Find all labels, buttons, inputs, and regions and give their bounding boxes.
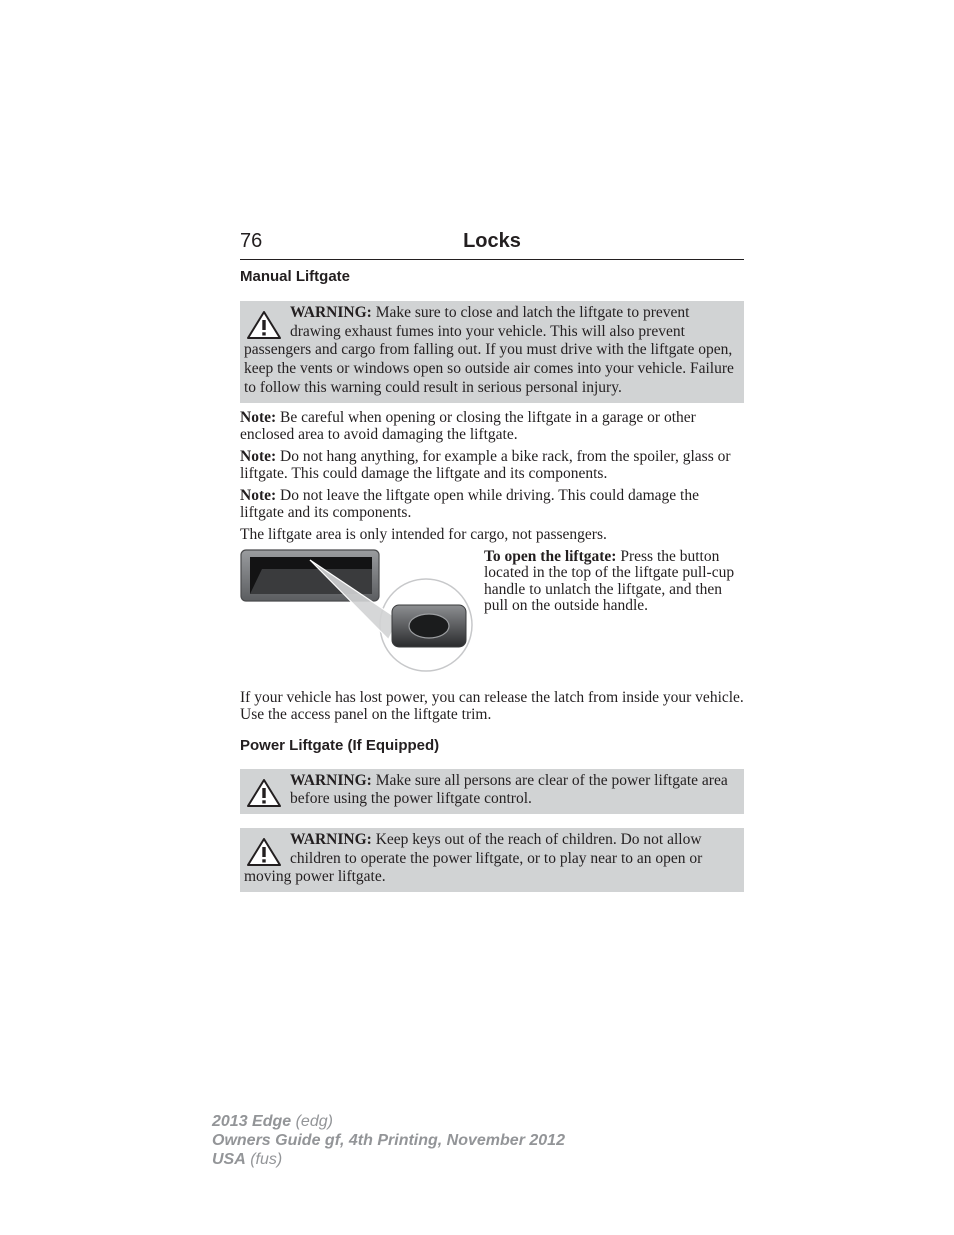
warning-text: Keep keys out of the reach of children. Do not allow children to operate the power liftgate, or to play near to an open or moving power liftgate. bbox=[244, 830, 703, 886]
chapter-title: Locks bbox=[463, 230, 521, 252]
warning-box-persons-clear bbox=[240, 769, 744, 814]
warning-label: WARNING: bbox=[290, 304, 372, 321]
manual-page bbox=[240, 228, 744, 892]
page-number: 76 bbox=[240, 230, 263, 252]
warning-triangle-icon bbox=[246, 837, 282, 867]
liftgate-handle-illustration bbox=[240, 549, 476, 675]
open-liftgate-instructions bbox=[484, 549, 746, 615]
warning-box-keys-children bbox=[240, 828, 744, 892]
note-text: Be careful when opening or closing the liftgate in a garage or other enclosed area to avoid damaging the liftgate. bbox=[240, 408, 696, 443]
warning-box-exhaust bbox=[240, 301, 744, 403]
instruction-text: Press the button located in the top of the liftgate pull-cup handle to unlatch the liftgate, and then pull on the outside handle. bbox=[484, 547, 735, 615]
footer-model-line bbox=[212, 1112, 565, 1131]
note-text: Do not hang anything, for example a bike rack, from the spoiler, glass or liftgate. This could damage the liftgate and its components. bbox=[240, 447, 731, 482]
page-footer bbox=[212, 1112, 565, 1169]
footer-region-code: (fus) bbox=[245, 1151, 283, 1168]
note-label: Note: bbox=[240, 447, 277, 465]
warning-label: WARNING: bbox=[290, 771, 372, 789]
warning-triangle-icon bbox=[246, 778, 282, 808]
footer-model-code: (edg) bbox=[291, 1113, 333, 1130]
section-title-manual-liftgate: Manual Liftgate bbox=[240, 268, 351, 285]
warning-text: Make sure to close and latch the liftgate to prevent drawing exhaust fumes into your vehicle. This will also prevent passengers and cargo from falling out. If you must drive with the liftgate open, keep the vents or windows open so outside air comes into your vehicle. Failure to follow this warning could result in serious personal injury. bbox=[244, 304, 734, 396]
note-driving-open bbox=[240, 487, 744, 521]
open-liftgate-figure-row bbox=[240, 549, 744, 679]
note-text: Do not leave the liftgate open while driving. This could damage the liftgate and its components. bbox=[240, 486, 699, 521]
note-label: Note: bbox=[240, 408, 277, 426]
footer-model: 2013 Edge bbox=[212, 1113, 292, 1130]
cargo-paragraph: The liftgate area is only intended for cargo, not passengers. bbox=[240, 525, 607, 543]
lost-power-paragraph: If your vehicle has lost power, you can release the latch from inside your vehicle. Use the access panel on the liftgate trim. bbox=[240, 688, 744, 723]
page-header bbox=[240, 228, 744, 260]
warning-text: Make sure all persons are clear of the power liftgate area before using the power liftgate control. bbox=[290, 771, 728, 808]
instruction-label: To open the liftgate: bbox=[484, 547, 617, 565]
note-bike-rack bbox=[240, 448, 744, 482]
warning-label: WARNING: bbox=[290, 830, 372, 848]
note-label: Note: bbox=[240, 486, 277, 504]
section-title-power-liftgate: Power Liftgate (If Equipped) bbox=[240, 736, 440, 754]
footer-region: USA bbox=[212, 1151, 246, 1168]
warning-triangle-icon bbox=[246, 310, 282, 340]
note-garage bbox=[240, 409, 744, 443]
footer-guide-line: Owners Guide gf, 4th Printing, November 2012 bbox=[212, 1132, 565, 1149]
footer-region-line bbox=[212, 1150, 565, 1169]
